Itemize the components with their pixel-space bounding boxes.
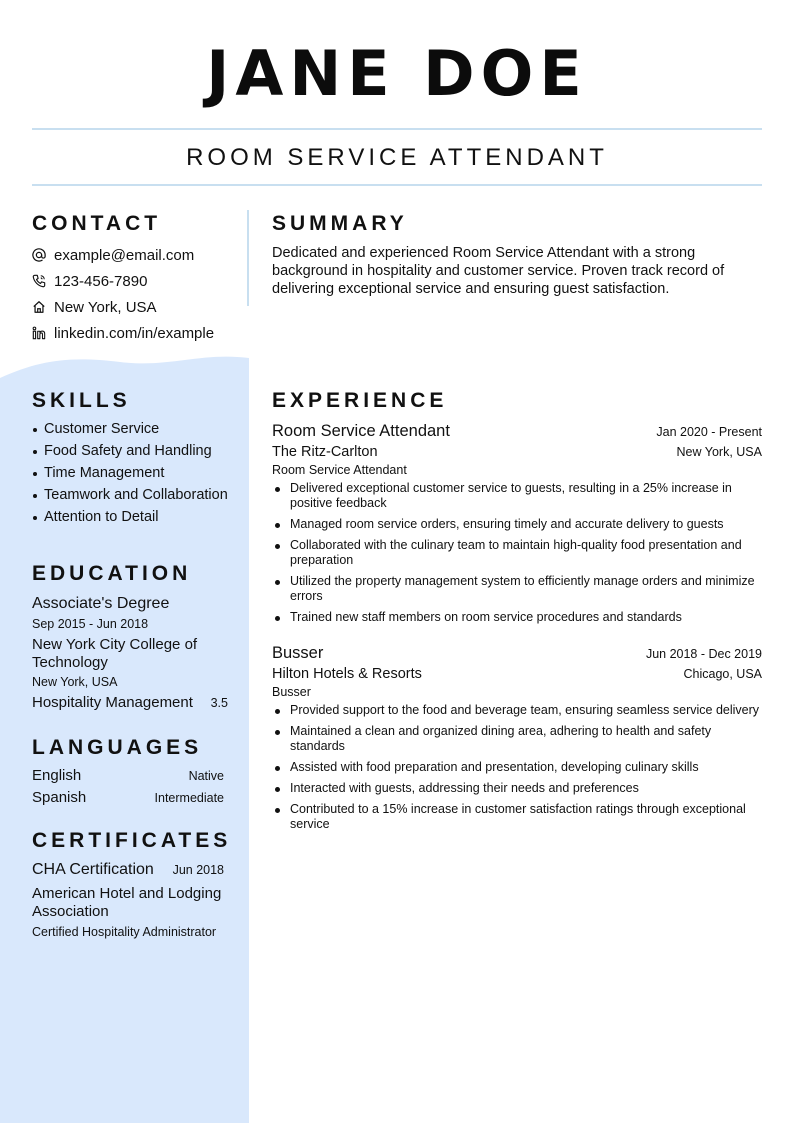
experience-company: The Ritz-Carlton [272, 444, 378, 460]
summary-text: Dedicated and experienced Room Service Attendant with a strong background in hospitality and customer service. Proven track record of delivering exceptional service and ensuring guest satisfaction. [272, 245, 725, 297]
language-level: Native [188, 769, 224, 783]
header-bottom-rule [32, 184, 762, 186]
contact-linkedin [32, 320, 214, 346]
certificate-desc: Certified Hospitality Administrator [32, 925, 217, 939]
skill-item: Attention to Detail [32, 508, 232, 526]
language-level: Intermediate [154, 791, 224, 805]
language-name: English [32, 767, 82, 784]
experience-location: Chicago, USA [683, 667, 762, 681]
experience-bullet: Maintained a clean and organized dining area, adhering to health and safety standards [272, 724, 762, 754]
contact-phone [32, 268, 214, 294]
experience-bullet: Collaborated with the culinary team to maintain high-quality food presentation and preparation [272, 538, 762, 568]
language-name: Spanish [32, 789, 87, 806]
contact-email [32, 242, 214, 268]
certificate-org: American Hotel and Lodging Association [32, 885, 222, 920]
experience-role: Busser [272, 644, 324, 662]
experience-company-row [272, 664, 762, 684]
skill-item: Time Management [32, 464, 232, 482]
phone-icon [32, 274, 46, 288]
experience-entry [272, 642, 762, 838]
skill-item: Customer Service [32, 420, 232, 438]
certificate-name: CHA Certification [32, 861, 154, 878]
education-entry [32, 594, 228, 711]
experience-bullet: Interacted with guests, addressing their needs and preferences [272, 781, 762, 796]
experience-role-row [272, 420, 762, 442]
experience-dates: Jun 2018 - Dec 2019 [645, 647, 762, 661]
linkedin-icon [32, 326, 46, 340]
language-item [32, 789, 224, 811]
languages-heading: LANGUAGES [32, 736, 203, 759]
education-dates: Sep 2015 - Jun 2018 [32, 617, 149, 631]
contact-email-text[interactable]: example@email.com [54, 246, 195, 264]
certificate-entry [32, 861, 224, 940]
contact-list [32, 242, 214, 346]
experience-bullets [272, 703, 762, 832]
experience-location: New York, USA [676, 445, 762, 459]
contact-heading: CONTACT [32, 212, 162, 235]
experience-bullet: Contributed to a 15% increase in customer satisfaction ratings through exceptional service [272, 802, 762, 832]
education-field-row [32, 694, 228, 711]
experience-bullet: Trained new staff members on room service procedures and standards [272, 610, 762, 625]
certificates-heading: CERTIFICATES [32, 829, 232, 852]
education-field: Hospitality Management [32, 694, 193, 711]
experience-bullet: Delivered exceptional customer service to guests, resulting in a 25% increase in positive feedback [272, 481, 762, 511]
header-top-rule [32, 128, 762, 130]
experience-dates: Jan 2020 - Present [656, 425, 762, 439]
certificate-date: Jun 2018 [172, 863, 224, 877]
education-degree: Associate's Degree [32, 595, 170, 612]
experience-company-row [272, 442, 762, 462]
experience-bullet: Provided support to the food and beverage team, ensuring seamless service delivery [272, 703, 762, 718]
candidate-name: JANE DOE [206, 37, 588, 110]
languages-list [32, 767, 224, 811]
experience-entry [272, 420, 762, 631]
contact-location [32, 294, 214, 320]
experience-bullet: Assisted with food preparation and presentation, developing culinary skills [272, 760, 762, 775]
experience-bullets [272, 481, 762, 625]
education-school: New York City College of Technology [32, 636, 198, 671]
certificate-row [32, 861, 224, 879]
education-gpa: 3.5 [210, 696, 228, 710]
job-title: ROOM SERVICE ATTENDANT [186, 144, 608, 171]
skills-list [32, 420, 232, 530]
experience-role-row [272, 642, 762, 664]
language-item [32, 767, 224, 789]
experience-heading: EXPERIENCE [272, 389, 448, 412]
education-heading: EDUCATION [32, 562, 192, 585]
experience-company: Hilton Hotels & Resorts [272, 666, 422, 682]
skill-item: Food Safety and Handling [32, 442, 232, 460]
home-icon [32, 300, 46, 314]
contact-linkedin-text[interactable]: linkedin.com/in/example [54, 324, 215, 342]
at-icon [32, 248, 46, 262]
column-divider [247, 210, 249, 306]
contact-location-text: New York, USA [54, 298, 157, 316]
experience-subtitle: Room Service Attendant [272, 463, 407, 477]
education-location: New York, USA [32, 675, 118, 689]
skill-item: Teamwork and Collaboration [32, 486, 232, 504]
experience-subtitle: Busser [272, 685, 311, 699]
summary-heading: SUMMARY [272, 212, 408, 235]
experience-bullet: Managed room service orders, ensuring timely and accurate delivery to guests [272, 517, 762, 532]
skills-heading: SKILLS [32, 389, 131, 412]
experience-role: Room Service Attendant [272, 422, 450, 440]
contact-phone-text[interactable]: 123-456-7890 [54, 272, 148, 290]
experience-bullet: Utilized the property management system to efficiently manage orders and minimize errors [272, 574, 762, 604]
